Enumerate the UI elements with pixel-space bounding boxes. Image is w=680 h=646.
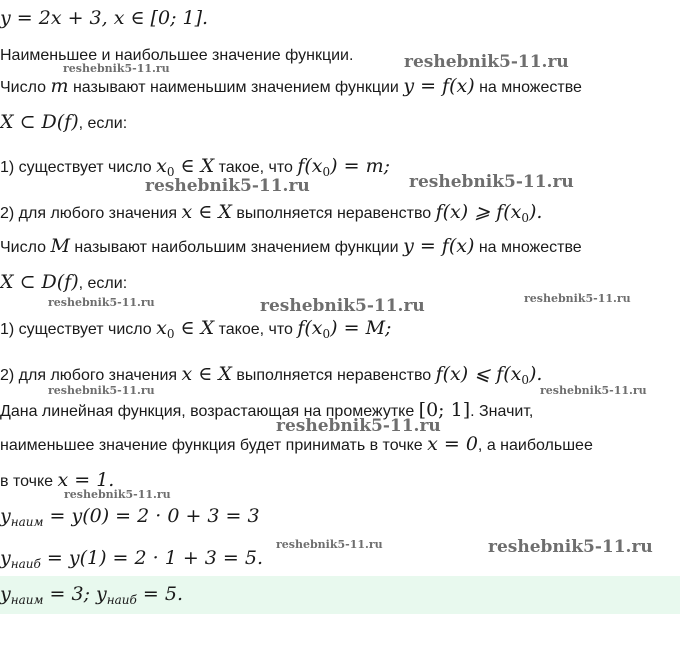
watermark: reshebnik5-11.ru	[260, 296, 425, 316]
max-definition-line: Число M называют наибольшим значением функции y = f(x) на множестве	[0, 235, 582, 257]
max-definition-set: X ⊂ D(f), если:	[0, 271, 128, 293]
watermark: reshebnik5-11.ru	[409, 172, 574, 192]
min-condition-2: 2) для любого значения x ∈ X выполняется неравенство f(x) ⩾ $f(x_0)$.	[0, 201, 543, 225]
max-value-calculation: $y_{наиб} = y(1) = 2 \cdot 1 + 3 = 5$.	[0, 547, 264, 571]
watermark: reshebnik5-11.ru	[540, 384, 647, 397]
watermark: reshebnik5-11.ru	[145, 176, 310, 196]
min-definition-line: Число m называют наименьшим значением функции y = f(x) на множестве	[0, 75, 582, 97]
watermark: reshebnik5-11.ru	[524, 292, 631, 305]
function-formula: y = 2x + 3, x ∈ [0; 1].	[0, 7, 209, 29]
max-condition-2: 2) для любого значения x ∈ X выполняется неравенство f(x) ⩽ $f(x_0)$.	[0, 363, 543, 387]
min-definition-set: X ⊂ D(f), если:	[0, 111, 128, 133]
solution-intro: Дана линейная функция, возрастающая на промежутке [0; 1]. Значит,	[0, 399, 534, 421]
min-condition-1: 1) существует число $x_0$ ∈ X такое, что $f(x_0) = m$;	[0, 155, 390, 179]
answer-line: $y_{наим} = 3$; $y_{наиб} = 5$.	[0, 583, 184, 607]
watermark: reshebnik5-11.ru	[276, 538, 383, 551]
watermark: reshebnik5-11.ru	[64, 488, 171, 501]
section-heading: Наименьшее и наибольшее значение функции.	[0, 47, 354, 64]
min-value-calculation: $y_{наим} = y(0) = 2 \cdot 0 + 3 = 3$	[0, 505, 260, 529]
watermark: reshebnik5-11.ru	[63, 62, 170, 75]
solution-reasoning: наименьшее значение функция будет принимать в точке x = 0, а наибольшее	[0, 433, 593, 455]
watermark: reshebnik5-11.ru	[48, 384, 155, 397]
watermark: reshebnik5-11.ru	[488, 537, 653, 557]
answer-box	[0, 576, 680, 614]
function-definition	[0, 6, 208, 32]
watermark: reshebnik5-11.ru	[276, 416, 441, 436]
solution-reasoning-end: в точке x = 1.	[0, 469, 115, 491]
watermark: reshebnik5-11.ru	[404, 52, 569, 72]
max-condition-1: 1) существует число $x_0$ ∈ X такое, что $f(x_0) = M$;	[0, 317, 392, 341]
watermark: reshebnik5-11.ru	[48, 296, 155, 309]
